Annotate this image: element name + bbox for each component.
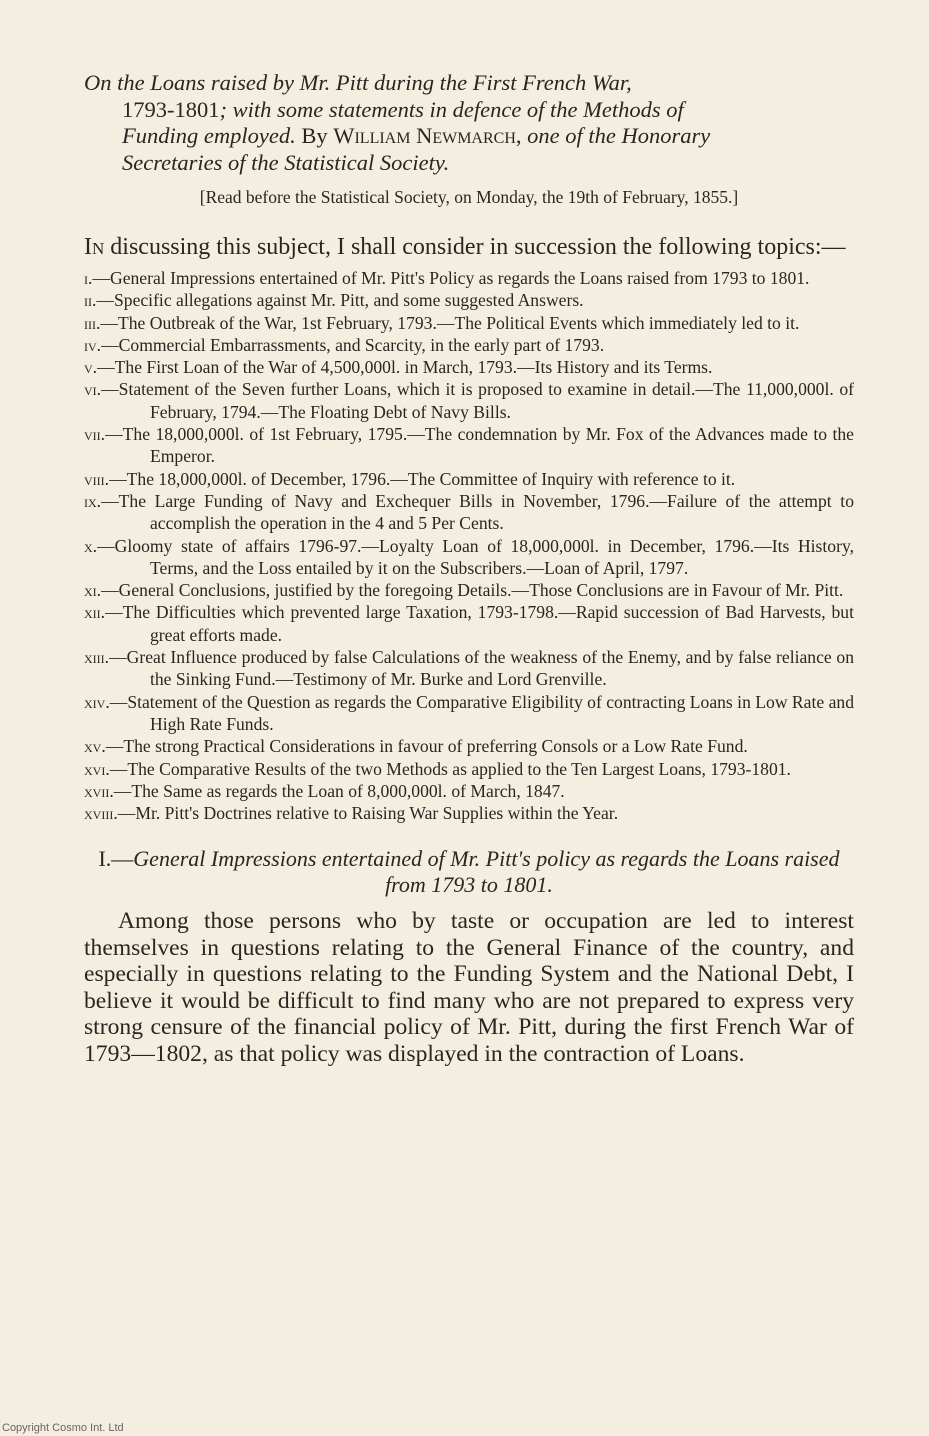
topic-number: xviii. [84,803,118,824]
title-line-2 [84,97,854,124]
topic-number: xiv. [84,691,110,712]
topic-number: ii. [84,290,97,311]
topics-list [84,267,854,824]
topic-number: xiii. [84,647,110,668]
topic-item [84,691,854,736]
topic-text: —The Comparative Results of the two Methods as applied to the Ten Largest Loans, 1793-1801. [109,758,791,779]
topic-number: viii. [84,468,110,489]
topic-text: —The Large Funding of Navy and Exchequer Bills in November, 1796.—Failure of the attempt to accomplish the operation in the 4 and 5 Per Cents. [101,490,854,534]
topic-number: xvi. [84,758,110,779]
topic-item [84,468,854,490]
topic-number: xv. [84,736,106,757]
title-by: By [301,123,328,148]
topic-text: —The strong Practical Considerations in favour of preferring Consols or a Low Rate Fund. [105,736,748,757]
topic-number: ix. [84,490,102,511]
topic-item [84,780,854,802]
article-title [84,70,854,176]
topic-number: vi. [84,379,102,400]
topic-text: —General Conclusions, justified by the foregoing Details.—Those Conclusions are in Favour of Mr. Pitt. [101,580,844,601]
intro-paragraph [84,234,854,261]
topic-text: —The 18,000,000l. of 1st February, 1795.—The condemnation by Mr. Fox of the Advances made to the Emperor. [105,424,854,467]
topic-text: —The Same as regards the Loan of 8,000,000l. of March, 1847. [113,780,565,801]
title-line-3 [84,123,854,150]
section-title: General Impressions entertained of Mr. Pitt's policy as regards the Loans raised from 1793 to 1801. [133,846,840,898]
topic-text: —The First Loan of the War of 4,500,000l. in March, 1793.—Its History and its Terms. [97,357,713,378]
topic-number: xi. [84,580,102,601]
topic-number: i. [84,268,93,288]
topic-number: iv. [84,334,102,355]
title-line-3-rest: one of the Honorary [527,123,711,148]
title-funding: Funding employed. [122,123,296,148]
topic-number: xii. [84,602,106,623]
topic-item [84,646,854,691]
topic-text: —Gloomy state of affairs 1796-97.—Loyalty Loan of 18,000,000l. in December, 1796.—Its History, Terms, and the Loss entailed by it on the Subscribers.—Loan of April, 1797. [97,535,854,578]
title-line-2-rest: ; with some statements in defence of the Methods of [219,96,684,122]
section-number: I.— [98,846,134,872]
topic-item [84,378,854,423]
topic-item [84,289,854,311]
topic-item [84,267,854,289]
topic-number: x. [84,535,98,556]
topic-item [84,356,854,378]
topic-item [84,802,854,824]
topic-text: —The Difficulties which prevented large Taxation, 1793-1798.—Rapid succession of Bad Harvests, but great efforts made. [105,602,854,645]
topic-item [84,758,854,780]
topic-number: vii. [84,424,106,445]
topic-number: iii. [84,312,101,333]
document-page [84,70,854,1067]
topic-item [84,601,854,646]
topic-text: —Great Influence produced by false Calculations of the weakness of the Enemy, and by false reliance on the Sinking Fund.—Testimony of Mr. Burke and Lord Grenville. [109,647,854,690]
read-note: [Read before the Statistical Society, on Monday, the 19th of February, 1855.] [199,187,739,207]
intro-lead: In [84,234,105,260]
title-line-1: On the Loans raised by Mr. Pitt during the First French War, [84,70,632,95]
topic-text: —Commercial Embarrassments, and Scarcity, in the early part of 1793. [101,334,605,355]
topic-item [84,735,854,757]
topic-text: —Mr. Pitt's Doctrines relative to Raising War Supplies within the Year. [117,803,619,824]
topic-item [84,535,854,580]
topic-item [84,334,854,356]
topic-text: —The Outbreak of the War, 1st February, 1793.—The Political Events which immediately led to it. [100,312,800,333]
topic-text: —Statement of the Seven further Loans, which it is proposed to examine in detail.—The 11,000,000l. of February, 1794.—The Floating Debt of Navy Bills. [101,379,854,422]
topic-text: —General Impressions entertained of Mr. Pitt's Policy as regards the Loans raised from 1793 to 1801. [92,268,810,288]
copyright-watermark: Copyright Cosmo Int. Ltd [2,1422,124,1434]
body-paragraph: Among those persons who by taste or occupation are led to interest themselves in questions relating to the General Finance of the country, and especially in questions relating to the Funding System and the National Debt, I believe it would be difficult to find many who are not prepared to express very strong censure of the financial policy of Mr. Pitt, during the first French War of 1793—1802, as that policy was displayed in the contraction of Loans. [84,908,854,1067]
topic-item [84,312,854,334]
topic-text: —The 18,000,000l. of December, 1796.—The Committee of Inquiry with reference to it. [109,468,736,489]
topic-item [84,423,854,468]
section-heading [84,846,854,898]
intro-text: discussing this subject, I shall consider in succession the following topics:— [110,234,846,260]
topic-text: —Statement of the Question as regards the Comparative Eligibility of contracting Loans in Low Rate and High Rate Funds. [109,691,854,734]
title-author: William Newmarch, [333,123,522,148]
title-years: 1793-1801 [122,96,220,122]
title-line-4: Secretaries of the Statistical Society. [122,149,450,175]
topic-item [84,579,854,601]
topic-text: —Specific allegations against Mr. Pitt, and some suggested Answers. [96,290,584,311]
topic-item [84,490,854,535]
topic-number: xvii. [84,780,114,801]
topic-number: v. [84,357,98,378]
